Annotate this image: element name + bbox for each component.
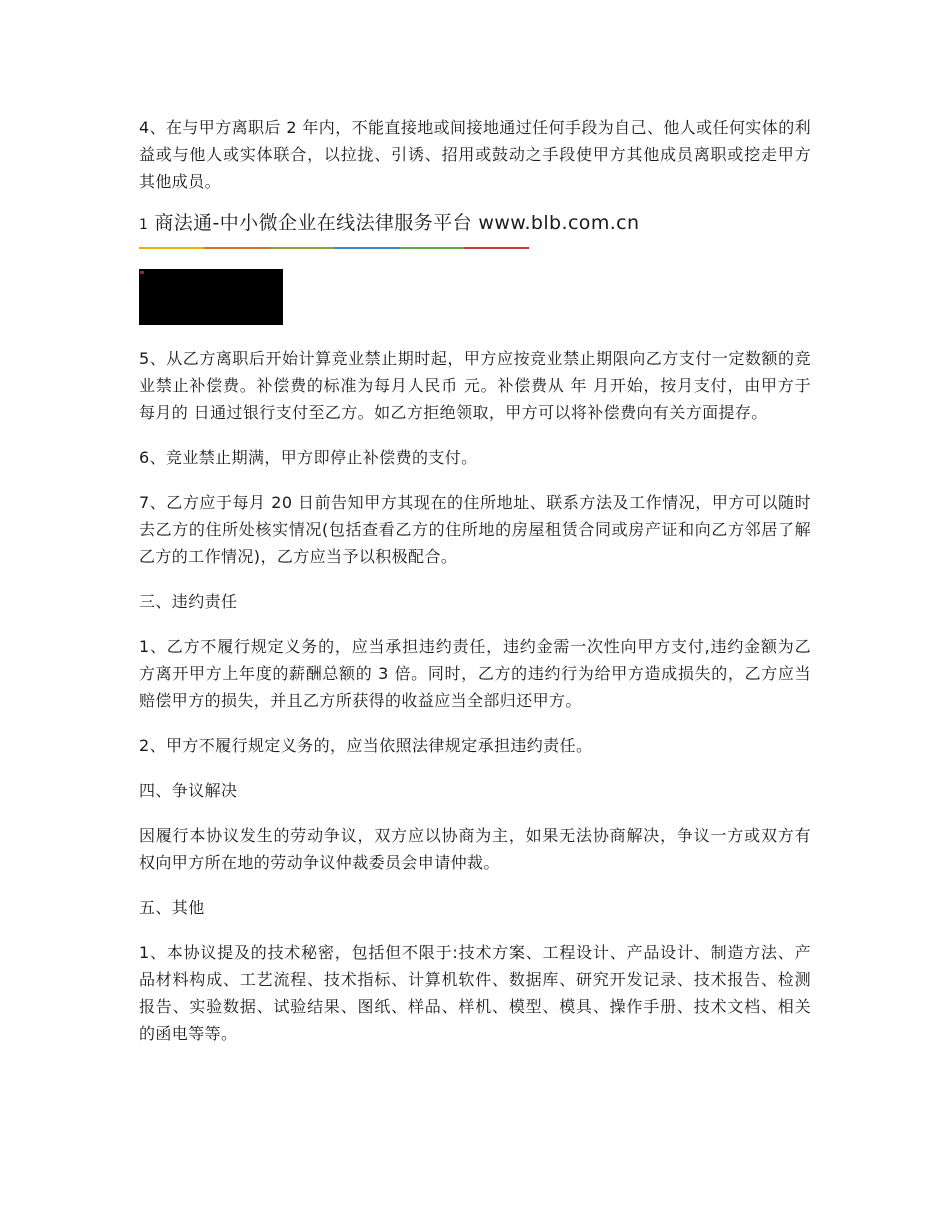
page-number: 1 — [139, 217, 149, 233]
breach-clause-1-paragraph: 1、乙方不履行规定义务的，应当承担违约责任，违约金需一次性向甲方支付,违约金额为乙方离开甲方上年度的薪酬总额的 3 倍。同时，乙方的违约行为给甲方造成损失的，乙方应当赔偿甲方的损失，并且乙方所获得的收益应当全部归还甲方。 — [139, 637, 811, 710]
rule-segment-3 — [269, 247, 334, 249]
section-heading-breach: 三、违约责任 — [139, 592, 238, 611]
clause-5-paragraph: 5、从乙方离职后开始计算竞业禁止期时起，甲方应按竞业禁止期限向乙方支付一定数额的竞业禁止补偿费。补偿费的标准为每月人民币 元。补偿费从 年 月开始，按月支付，由甲方于每月的 日通过银行支付至乙方。如乙方拒绝领取，甲方可以将补偿费向有关方面提存。 — [139, 349, 811, 422]
section-heading-other: 五、其他 — [139, 898, 205, 917]
redacted-image-block — [139, 269, 283, 325]
breach-clause-2-paragraph: 2、甲方不履行规定义务的，应当依照法律规定承担违约责任。 — [139, 736, 593, 755]
page-footer — [139, 210, 811, 238]
rule-segment-5 — [399, 247, 464, 249]
rule-segment-2 — [204, 247, 269, 249]
section-heading-dispute: 四、争议解决 — [139, 781, 238, 800]
clause-4-paragraph: 4、在与甲方离职后 2 年内，不能直接地或间接地通过任何手段为自己、他人或任何实体的利益或与他人或实体联合，以拉拢、引诱、招用或鼓动之手段使甲方其他成员离职或挖走甲方其他成员。 — [139, 118, 811, 191]
clause-7-paragraph: 7、乙方应于每月 20 日前告知甲方其现在的住所地址、联系方法及工作情况，甲方可以随时去乙方的住所处核实情况(包括查看乙方的住所地的房屋租赁合同或房产证和向乙方邻居了解乙方的工作情况)，乙方应当予以积极配合。 — [139, 493, 811, 566]
document-page — [139, 114, 811, 1047]
clause-6-paragraph: 6、竞业禁止期满，甲方即停止补偿费的支付。 — [139, 448, 478, 467]
rule-segment-4 — [334, 247, 399, 249]
footer-text: 商法通-中小微企业在线法律服务平台 www.blb.com.cn — [154, 212, 640, 234]
footer-color-rule — [139, 247, 529, 249]
dispute-paragraph: 因履行本协议发生的劳动争议，双方应以协商为主，如果无法协商解决，争议一方或双方有权向甲方所在地的劳动争议仲裁委员会申请仲裁。 — [139, 826, 811, 872]
rule-segment-1 — [139, 247, 204, 249]
image-corner-mark — [140, 271, 144, 274]
rule-segment-6 — [464, 247, 529, 249]
other-clause-1-paragraph: 1、本协议提及的技术秘密，包括但不限于:技术方案、工程设计、产品设计、制造方法、产品材料构成、工艺流程、技术指标、计算机软件、数据库、研究开发记录、技术报告、检测报告、实验数据、试验结果、图纸、样品、样机、模型、模具、操作手册、技术文档、相关的函电等等。 — [139, 943, 811, 1043]
